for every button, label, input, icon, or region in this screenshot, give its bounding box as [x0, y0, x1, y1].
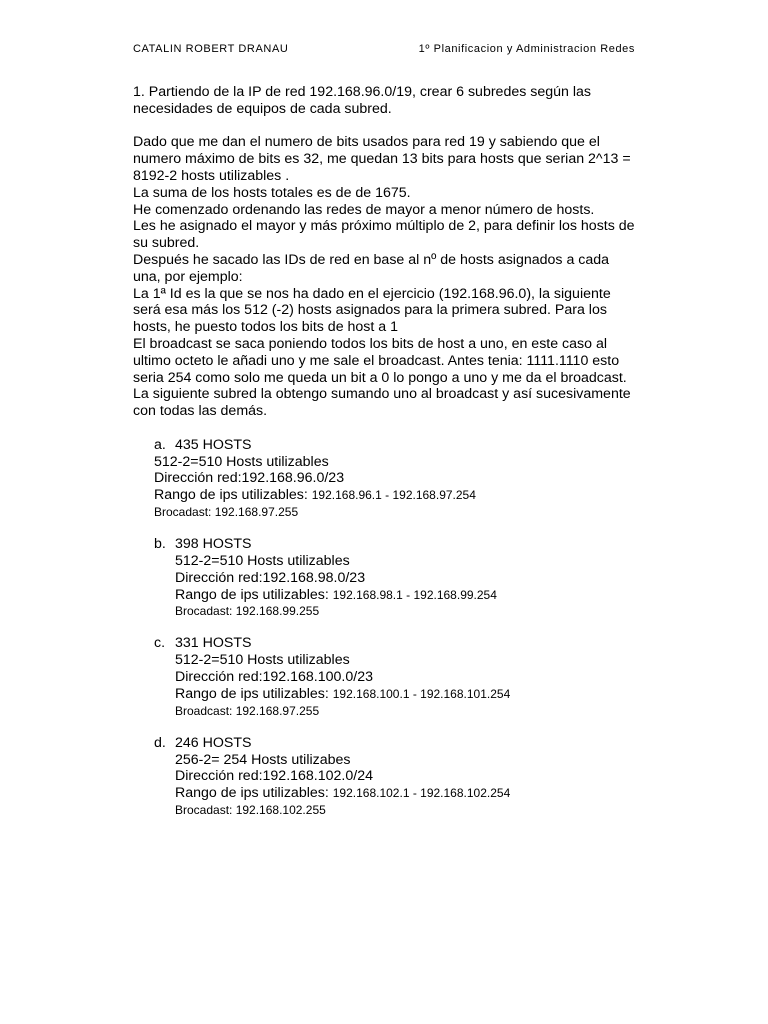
exercise-question: 1. Partiendo de la IP de red 192.168.96.0/19, crear 6 subredes según las necesidades de equipos de cada subred. — [133, 84, 591, 117]
list-marker: a. — [154, 436, 166, 453]
explanation-paragraph: La suma de los hosts totales es de de 1675. — [133, 184, 411, 201]
subnet-usable: 512-2=510 Hosts utilizables — [154, 453, 329, 470]
document-body — [133, 84, 638, 834]
list-marker: b. — [154, 536, 166, 553]
subnet-range-label: Rango de ips utilizables: — [154, 487, 308, 504]
subnet-usable: 256-2= 254 Hosts utilizabes — [175, 751, 351, 768]
subnet-item — [154, 735, 638, 818]
subnet-network: Dirección red:192.168.102.0/24 — [175, 768, 373, 785]
subnet-hosts: 398 HOSTS — [175, 536, 252, 553]
explanation-paragraph: El broadcast se saca poniendo todos los bits de host a uno, en este caso al ultimo octeto le añadi uno y me sale el broadcast. Antes tenia: 1111.1110 esto seria 254 como solo me queda un bit a 0 lo pongo a uno y me da el broadcast. — [133, 335, 627, 386]
subnet-broadcast: Brocadast: 192.168.102.255 — [175, 803, 326, 818]
list-marker: d. — [154, 734, 166, 751]
author-name: CATALIN ROBERT DRANAU — [133, 43, 289, 55]
subnet-list — [154, 437, 638, 818]
explanation-paragraph: Dado que me dan el numero de bits usados para red 19 y sabiendo que el numero máximo de bits es 32, me quedan 13 bits para hosts que serian 2^13 = 8192-2 hosts utilizables . — [133, 134, 631, 184]
subnet-broadcast: Brocadast: 192.168.97.255 — [154, 504, 299, 519]
subnet-broadcast: Broadcast: 192.168.97.255 — [175, 703, 320, 718]
subnet-usable: 512-2=510 Hosts utilizables — [175, 652, 350, 669]
subnet-hosts: 246 HOSTS — [175, 734, 252, 751]
subnet-range-label: Rango de ips utilizables: — [175, 586, 329, 603]
course-title: 1º Planificacion y Administracion Redes — [418, 43, 635, 55]
subnet-range: 192.168.100.1 - 192.168.101.254 — [332, 686, 511, 701]
subnet-item — [154, 635, 638, 718]
explanation-paragraph: La 1ª Id es la que se nos ha dado en el ejercicio (192.168.96.0), la siguiente será esa más los 512 (-2) hosts asignados para la primera subred. Para los hosts, he puesto todos los bits de host a 1 — [133, 285, 611, 336]
subnet-range-label: Rango de ips utilizables: — [175, 685, 329, 702]
explanation-paragraph: Después he sacado las IDs de red en base al nº de hosts asignados a cada una, por ejemplo: — [133, 251, 610, 285]
explanation — [133, 134, 638, 420]
subnet-network: Dirección red:192.168.96.0/23 — [154, 470, 345, 487]
list-marker: c. — [154, 635, 166, 652]
subnet-hosts: 331 HOSTS — [175, 635, 252, 652]
subnet-range: 192.168.96.1 - 192.168.97.254 — [311, 488, 476, 503]
subnet-hosts: 435 HOSTS — [175, 436, 252, 453]
explanation-paragraph: Les he asignado el mayor y más próximo múltiplo de 2, para definir los hosts de su subred. — [133, 218, 635, 252]
subnet-usable: 512-2=510 Hosts utilizables — [175, 552, 350, 569]
subnet-range-label: Rango de ips utilizables: — [175, 785, 329, 802]
explanation-paragraph: La siguiente subred la obtengo sumando uno al broadcast y así sucesivamente con todas las demás. — [133, 386, 631, 420]
explanation-paragraph: He comenzado ordenando las redes de mayor a menor número de hosts. — [133, 201, 595, 218]
subnet-item — [154, 536, 638, 619]
subnet-range: 192.168.98.1 - 192.168.99.254 — [332, 587, 497, 602]
subnet-network: Dirección red:192.168.100.0/23 — [175, 669, 373, 686]
subnet-item — [154, 437, 638, 520]
subnet-broadcast: Brocadast: 192.168.99.255 — [175, 604, 320, 619]
subnet-network: Dirección red:192.168.98.0/23 — [175, 569, 366, 586]
subnet-range: 192.168.102.1 - 192.168.102.254 — [332, 786, 511, 801]
